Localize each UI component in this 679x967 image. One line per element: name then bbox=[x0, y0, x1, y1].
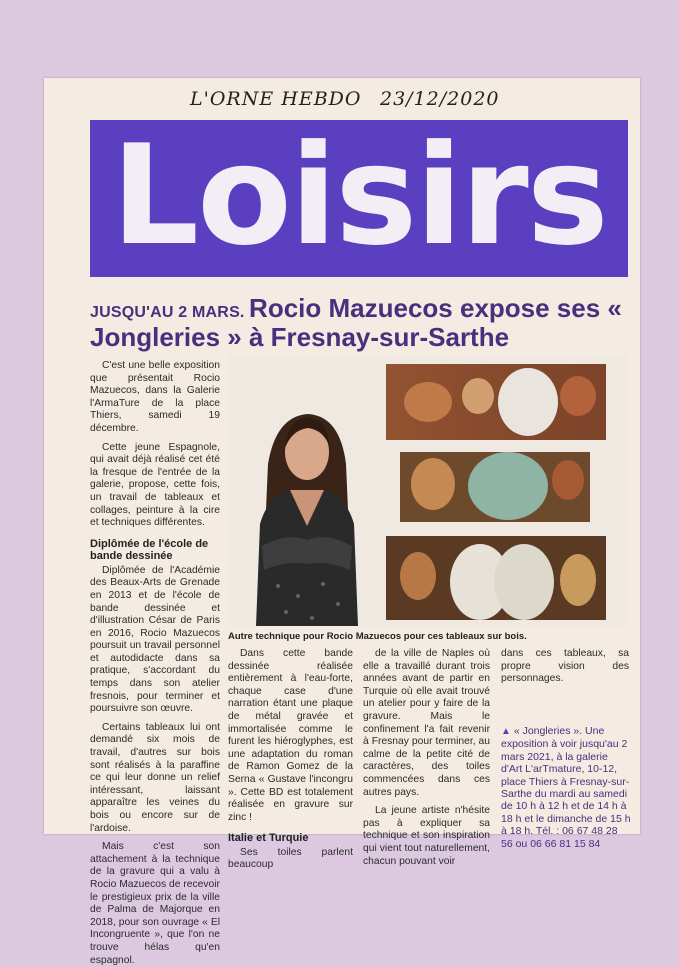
subheading: Diplômée de l'école de bande dessinée bbox=[90, 537, 209, 563]
section-title: Loisirs bbox=[111, 120, 607, 276]
paragraph: Dans cette bande dessinée réalisée entièrement à l'eau-forte, chaque case d'une narration étant une plaque de métal gravée et immortalisée comme le furent les hiéroglyphes, est une adaptation du roman de Ramon Gomez de la Serna « Gustave l'incongru ». Cette BD est totalement réalisée en gravure sur zinc ! bbox=[228, 648, 353, 823]
paragraph: Cette jeune Espagnole, qui avait déjà réalisé cet été la fresque de l'entrée de la galerie, propose, cette fois, un travail de tableaux et collages, peinture à la cire et techniques différentes. bbox=[90, 441, 220, 529]
article-photo bbox=[228, 356, 628, 626]
paragraph: dans ces tableaux, sa propre vision des personnages. bbox=[501, 648, 629, 685]
triangle-icon: ▲ bbox=[501, 726, 511, 737]
paragraph: de la ville de Naples où elle a travaillé durant trois années avant de partir en Turquie où elle avait trouvé un atelier pour y faire de la gravure. Mais le confinement l'a fait revenir à Fresnay pour terminer, au calme de la petite cité de caractères, des toiles commencées dans ces autres pays. bbox=[363, 648, 490, 798]
paragraph: Ses toiles parlent beaucoup bbox=[228, 846, 353, 871]
article-headline bbox=[90, 294, 630, 352]
subheading: Italie et Turquie bbox=[228, 832, 309, 845]
handwritten-source: L'ORNE HEBDO bbox=[190, 88, 362, 110]
handwritten-annotation bbox=[190, 88, 530, 116]
article-column-1 bbox=[90, 360, 220, 967]
exhibition-info-text: « Jongleries ». Une exposition à voir jusqu'au 2 mars 2021, à la galerie d'Art L'arTmature, 10-12, place Thiers à Fresnay-sur-Sarthe du mardi au samedi de 10 h à 12 h et de 14 h à 18 h et le dimanche de 15 h à 18 h. Tél. : 06 67 48 28 56 ou 06 66 81 15 84 bbox=[501, 725, 631, 850]
paragraph: Mais c'est son attachement à la technique de la gravure qui a valu à Rocio Mazuecos de recevoir le prestigieux prix de la ville de Palma de Majorque en 2018, pour son ouvrage « El Incongruente », que l'on ne trouve hélas qu'en espagnol. bbox=[90, 841, 220, 966]
paragraph: Diplômée de l'Académie des Beaux-Arts de Grenade en 2013 et de l'école de bande dessinée et d'illustration César de Paris en 2016, Rocio Mazuecos poursuit un travail personnel et autodidacte dans sa pratique, s'accordant du temps dans son atelier fresnois, pour terminer et poursuivre son œuvre. bbox=[90, 564, 220, 715]
painting-bottom bbox=[386, 536, 606, 620]
article-column-4 bbox=[501, 648, 629, 686]
paragraph: La jeune artiste n'hésite pas à expliquer sa technique et son inspiration qui vient tout naturellement, chacun pouvant voir bbox=[363, 805, 490, 867]
photo-caption: Autre technique pour Rocio Mazuecos pour ces tableaux sur bois. bbox=[228, 631, 527, 642]
paragraph: C'est une belle exposition que présentait Rocio Mazuecos, dans la Galerie l'ArmaTure de la place Thiers, samedi 19 décembre. bbox=[90, 360, 220, 434]
headline-kicker: JUSQU'AU 2 MARS. bbox=[90, 304, 245, 321]
exhibition-info bbox=[501, 725, 631, 850]
painting-middle bbox=[400, 452, 590, 522]
headline-title: Rocio Mazuecos expose ses « Jongleries » à Fresnay-sur-Sarthe bbox=[90, 293, 622, 353]
painting-top bbox=[386, 364, 606, 440]
section-banner bbox=[90, 120, 628, 277]
handwritten-date: 23/12/2020 bbox=[380, 88, 500, 110]
paragraph: Certains tableaux lui ont demandé six mois de travail, d'autres sur bois sont réalisés à la paraffine ce qui leur donne un relief intéressant, laissant apparaître les veines du bois ou encore sur de l'ardoise. bbox=[90, 721, 220, 834]
article-column-3 bbox=[363, 648, 490, 868]
article-column-2 bbox=[228, 648, 353, 872]
artist-and-paintings-illustration bbox=[228, 356, 628, 626]
